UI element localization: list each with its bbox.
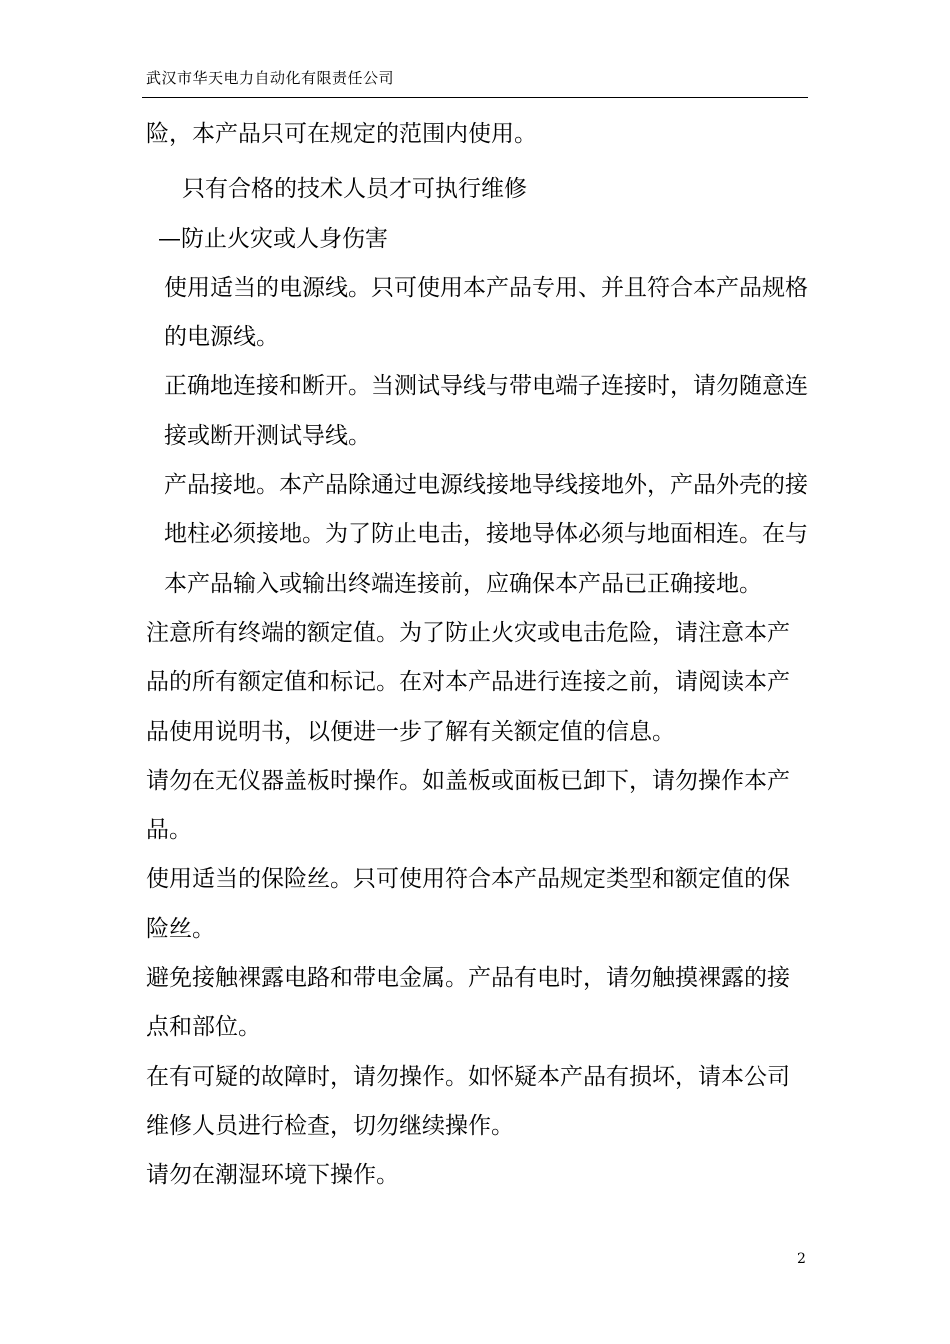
paragraph: 险，本产品只可在规定的范围内使用。 (146, 121, 537, 147)
paragraph: 请勿在潮湿环境下操作。 (146, 1162, 399, 1189)
section-subheading: —防止火灾或人身伤害 (158, 225, 388, 252)
header-divider (142, 97, 808, 98)
page-number: 2 (797, 1251, 806, 1267)
paragraph: 注意所有终端的额定值。为了防止火灾或电击危险，请注意本产品的所有额定值和标记。在对本产品进行连接之前，请阅读本产品使用说明书，以便进一步了解有关额定值的信息。 (146, 619, 790, 745)
section-heading: 只有合格的技术人员才可执行维修 (182, 176, 527, 203)
paragraph: 使用适当的保险丝。只可使用符合本产品规定类型和额定值的保险丝。 (146, 866, 790, 942)
paragraph: 避免接触裸露电路和带电金属。产品有电时，请勿触摸裸露的接点和部位。 (146, 965, 790, 1041)
company-name: 武汉市华天电力自动化有限责任公司 (146, 69, 395, 87)
paragraph: 请勿在无仪器盖板时操作。如盖板或面板已卸下，请勿操作本产品。 (146, 767, 790, 844)
page-header (146, 68, 394, 88)
document-body (146, 110, 810, 1201)
paragraph: 正确地连接和断开。当测试导线与带电端子连接时，请勿随意连接或断开测试导线。 (164, 373, 808, 449)
paragraph: 使用适当的电源线。只可使用本产品专用、并且符合本产品规格的电源线。 (164, 274, 808, 351)
paragraph: 在有可疑的故障时，请勿操作。如怀疑本产品有损坏，请本公司维修人员进行检查，切勿继续操作。 (146, 1063, 790, 1139)
paragraph: 产品接地。本产品除通过电源线接地导线接地外，产品外壳的接地柱必须接地。为了防止电击，接地导体必须与地面相连。在与本产品输入或输出终端连接前，应确保本产品已正确接地。 (164, 472, 808, 597)
